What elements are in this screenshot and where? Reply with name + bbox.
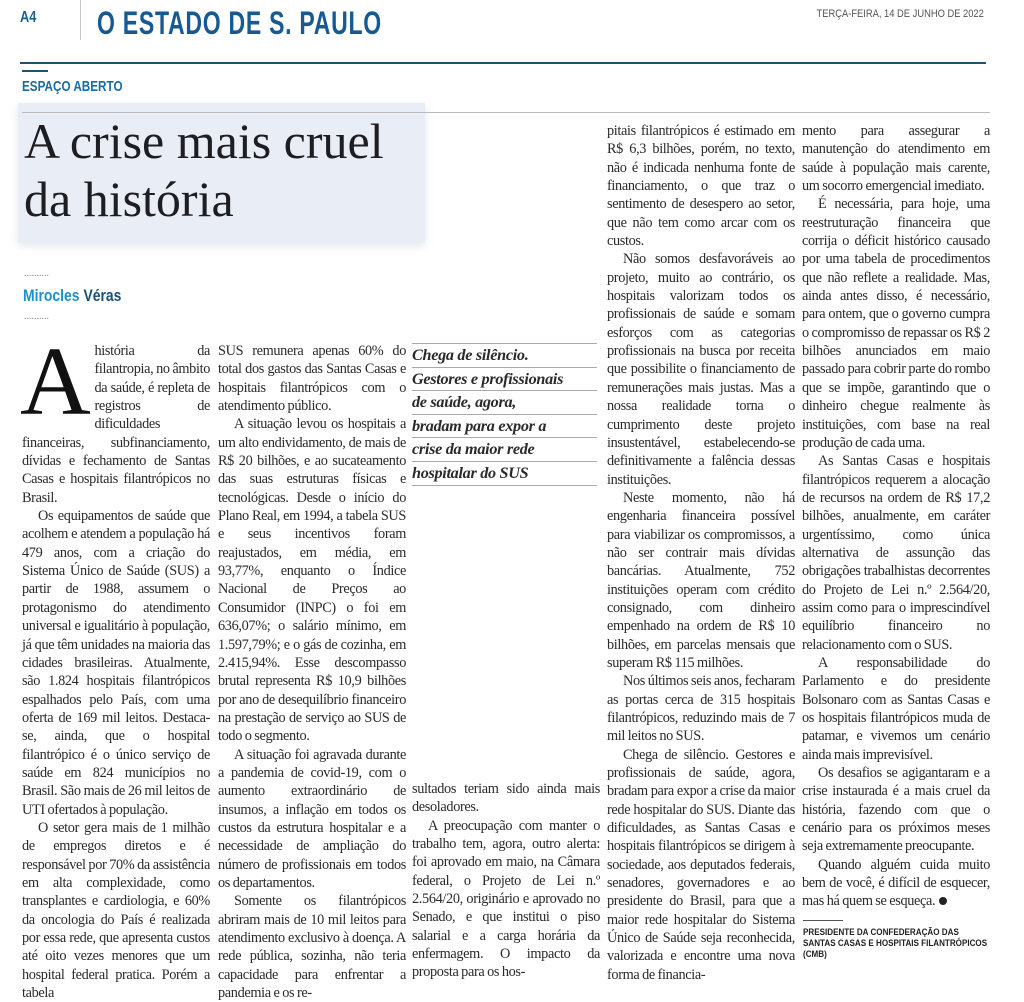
issue-date: TERÇA-FEIRA, 14 DE JUNHO DE 2022 [816, 8, 984, 20]
pull-quote [412, 343, 597, 486]
section-rule [20, 62, 986, 64]
credit-rule [803, 920, 843, 921]
paragraph-text: pitais filantrópicos é estimado em R$ 6,3 bilhões, porém, no texto, não é indicada nenhuma fonte de financiamento, o que traz o sentimento de desespero ao setor, que não tem como arcar com os custos. [607, 123, 795, 250]
paragraph-text: mento para assegurar a manutenção do atendimento em saúde à população mais carente, um socorro emergencial imediato. [802, 123, 990, 195]
paragraph-text: Nos últimos seis anos, fecharam as portas cerca de 315 hospitais filantrópicos, reduzindo mais de 7 mil leitos no SUS. [607, 673, 795, 745]
paragraph-text: A situação foi agravada durante a pandemia de covid-19, com o aumento extraordinário de insumos, a inflação em todos os custos da estrutura hospitalar e a necessidade de ampliação do número de profissionais em todos os departamentos. [218, 746, 406, 891]
paragraph-text: O setor gera mais de 1 milhão de empregos diretos e é responsável por 70% da assistência em alta complexidade, como transplantes e cardiologia, e 60% da oncologia do País é realizada por essa rede, que apresenta custos até oito vezes menores que um hospital federal pratica. Porém a tabela [22, 819, 210, 1002]
pull-quote-line: hospitalar do SUS [412, 462, 597, 486]
pull-quote-line: Chega de silêncio. [412, 343, 597, 368]
page-number: A4 [20, 9, 37, 26]
paragraph [22, 819, 210, 1002]
paragraph-text: A preocupação com manter o trabalho tem, agora, outro alerta: foi aprovado em maio, na Câmara federal, o Projeto de Lei n.º 2.564/20, originário e aprovado no Senado, e que institui o piso salarial e a carga horária da enfermagem. O impacto da proposta para os hos- [412, 817, 600, 981]
paragraph-text: Quando alguém cuida muito bem de você, é difícil de esquecer, mas há quem se esqueça. [802, 856, 990, 910]
article-column-5 [802, 122, 990, 911]
article-column-3 [412, 780, 600, 982]
author-credit: PRESIDENTE DA CONFEDERAÇÃO DAS SANTAS CASAS E HOSPITAIS FILANTRÓPICOS (CMB) [803, 927, 988, 960]
newspaper-masthead: O ESTADO DE S. PAULO [97, 5, 382, 41]
paragraph-text: Não somos desfavoráveis ao projeto, muito ao contrário, os hospitais valorizam todos os profissionais de saúde e somam esforços com as categorias profissionais na busca por receita que possibilite o financiamento de remunerações mais justas. Mas a nossa realidade torna o cumprimento deste projeto insustentável, estabelecendo-se definitivamente a falência dessas instituições. [607, 251, 795, 488]
paragraph-text: SUS remunera apenas 60% do total dos gastos das Santas Casas e hospitais filantrópicos com o atendimento público. [218, 343, 406, 415]
paragraph [802, 856, 990, 911]
section-rule-accent [22, 70, 48, 72]
article-column-2 [218, 342, 406, 1002]
paragraph-text: Os desafios se agigantaram e a crise instaurada é a mais cruel da história, fazendo com que o cenário para os próximos meses seja extremamente preocupante. [802, 765, 990, 855]
paragraph [802, 122, 990, 195]
author-last-name: Véras [83, 286, 122, 305]
pull-quote-line: Gestores e profissionais [412, 368, 597, 392]
paragraph [802, 654, 990, 764]
article-column-1 [20, 328, 211, 1002]
paragraph [607, 122, 795, 250]
paragraph [802, 452, 990, 654]
paragraph [20, 328, 211, 507]
paragraph [802, 195, 990, 452]
paragraph [412, 817, 600, 982]
paragraph-text: Chega de silêncio. Gestores e profissionais de saúde, agora, bradam para expor a crise da maior rede hospitalar do SUS. Diante das dificuldades, as Santas Casas e hospitais filantrópicos se dirigem à sociedade, aos deputados federais, senadores, governadores e ao presidente do Brasil, para que a maior rede hospitalar do Sistema Único de Saúde seja reconhecida, valorizada e encontre uma nova forma de financia- [607, 746, 795, 983]
paragraph [218, 415, 406, 745]
paragraph [607, 489, 795, 672]
paragraph [218, 892, 406, 1002]
author-byline [23, 286, 121, 306]
paragraph-text: história da filantropia, no âmbito da saúde, é repleta de registros de dificuldades financeiras, subfinanciamento, dívidas e fechamento de Santas Casas e hospitais filantrópicos no Brasil. [22, 343, 211, 506]
paragraph-text: Os equipamentos de saúde que acolhem e atendem a população há 479 anos, com a criação do Sistema Único de Saúde (SUS) a partir de 1988, assumem o protagonismo do atendimento universal e igualitário à população, já que têm unidades na maioria das cidades brasileiras. Atualmente, são 1.824 hospitais filantrópicos espalhados pelo País, com uma oferta de 169 mil leitos. Destaca-se, ainda, que o hospital filantrópico é o único serviço de saúde em 824 municípios no Brasil. São mais de 26 mil leitos de UTI ofertados à população. [22, 508, 210, 818]
article-column-4 [607, 122, 795, 984]
drop-cap: A [20, 328, 91, 436]
paragraph [22, 507, 210, 819]
header-divider [80, 0, 81, 40]
paragraph [218, 746, 406, 893]
article-headline: A crise mais cruel da história [24, 113, 384, 227]
paragraph [218, 342, 406, 415]
pull-quote-line: bradam para expor a [412, 415, 597, 439]
author-dots-bottom: .......... [24, 311, 49, 322]
pull-quote-line: crise da maior rede [412, 438, 597, 462]
paragraph-text: É necessária, para hoje, uma reestruturação financeira que corrija o déficit histórico causado por uma tabela de procedimentos que não reflete a realidade. Mas, ainda antes disso, é necessário, para ontem, que o governo cumpra o compromisso de repassar os R$ 2 bilhões anunciados em maio passado para cobrir parte do rombo que se impõe, garantindo que o dinheiro chegue realmente às instituições, com base na real produção de cada uma. [802, 196, 990, 451]
author-first-name: Mirocles [23, 286, 80, 305]
pull-quote-line: de saúde, agora, [412, 391, 597, 415]
author-dots-top: .......... [24, 268, 49, 279]
paragraph-text: Neste momento, não há engenharia financeira possível para viabilizar os compromissos, a não ser contrair mais dívidas bancárias. Atualmente, 752 instituições operam com crédito consignado, com dinheiro empenhado na ordem de R$ 10 bilhões, em parcelas mensais que superam R$ 115 milhões. [607, 489, 795, 671]
paragraph [607, 250, 795, 488]
paragraph-text: Somente os filantrópicos abriram mais de 10 mil leitos para atendimento exclusivo à doença. A rede pública, sozinha, não teria capacidade para enfrentar a pandemia e os re- [218, 893, 406, 1002]
paragraph [802, 764, 990, 856]
section-label: ESPAÇO ABERTO [22, 78, 123, 95]
paragraph-text: sultados teriam sido ainda mais desoladores. [412, 781, 600, 816]
paragraph-text: A responsabilidade do Parlamento e do presidente Bolsonaro com as Santas Casas e os hospitais filantrópicos muda de patamar, e vivemos um cenário ainda mais imprevisível. [802, 654, 990, 763]
end-mark-icon [939, 897, 947, 905]
paragraph [607, 746, 795, 984]
paragraph [412, 780, 600, 817]
paragraph-text: A situação levou os hospitais a um alto endividamento, de mais de R$ 20 bilhões, e ao sucateamento das suas estruturas físicas e tecnológicas. Desde o início do Plano Real, em 1994, a tabela SUS e seus incentivos foram reajustados, em média, em 93,77%, enquanto o Índice Nacional de Preços ao Consumidor (INPC) o foi em 636,07%; o salário mínimo, em 1.597,79%; e o gás de cozinha, em 2.415,94%. Esse descompasso brutal representa R$ 10,9 bilhões por ano de desequilíbrio financeiro na prestação de serviço ao SUS de todo o segmento. [218, 416, 406, 745]
paragraph-text: As Santas Casas e hospitais filantrópicos requerem a alocação de recursos na ordem de R$ 17,2 bilhões, anualmente, em caráter urgentíssimo, como única alternativa de assunção das obrigações trabalhistas decorrentes do Projeto de Lei n.º 2.564/20, assim como para o imprescindível equilíbrio financeiro no relacionamento com o SUS. [802, 453, 990, 653]
paragraph [607, 672, 795, 745]
